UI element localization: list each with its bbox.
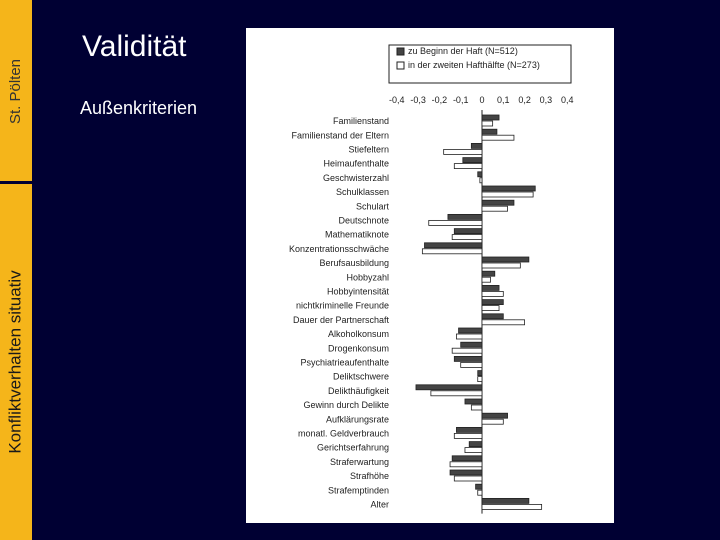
bar-series-2 xyxy=(482,419,503,424)
bar-series-1 xyxy=(482,257,529,262)
bar-series-1 xyxy=(482,115,499,120)
bar-series-2 xyxy=(482,306,499,311)
x-tick-label: -0,4 xyxy=(389,95,405,105)
chart-panel xyxy=(246,28,614,523)
category-label: Familienstand xyxy=(332,116,389,127)
category-label: Stiefeltern xyxy=(348,144,389,155)
bar-series-1 xyxy=(463,158,482,163)
bar-series-2 xyxy=(452,348,482,353)
bar-series-1 xyxy=(478,172,482,177)
category-label: Delikthäufigkeit xyxy=(327,385,389,396)
bar-series-2 xyxy=(482,121,493,126)
bar-series-2 xyxy=(429,220,482,225)
bar-series-1 xyxy=(416,385,482,390)
bar-series-1 xyxy=(448,214,482,219)
category-label: Strafemptinden xyxy=(327,485,389,496)
bar-series-2 xyxy=(478,377,482,382)
bar-series-1 xyxy=(469,442,482,447)
bar-series-1 xyxy=(482,413,508,418)
bar-series-1 xyxy=(471,143,482,148)
legend-swatch-1 xyxy=(397,48,404,55)
category-label: Mathematiknote xyxy=(324,229,389,240)
slide-subtitle: Außenkriterien xyxy=(80,98,198,118)
category-label: Deliktschwere xyxy=(332,371,389,382)
category-label: Hobbyintensität xyxy=(326,286,389,297)
category-label: Aufklärungsrate xyxy=(325,414,389,425)
category-label: Gewinn durch Delikte xyxy=(303,400,389,411)
bar-series-2 xyxy=(454,476,482,481)
x-tick-label: 0 xyxy=(479,95,485,105)
bar-series-2 xyxy=(482,320,525,325)
category-label: Alter xyxy=(370,499,389,510)
category-label: monatl. Geldverbrauch xyxy=(297,428,389,439)
bar-series-2 xyxy=(422,249,482,254)
bar-series-2 xyxy=(482,192,533,197)
bar-chart xyxy=(246,28,614,523)
legend-label-2: in der zweiten Hafthälfte (N=273) xyxy=(408,60,540,70)
bar-series-2 xyxy=(482,291,503,296)
x-tick-label: -0,3 xyxy=(410,95,426,105)
bar-series-2 xyxy=(482,277,491,282)
side-label-top xyxy=(0,0,32,182)
side-bar xyxy=(0,0,32,540)
bar-series-1 xyxy=(456,427,482,432)
slide-title: Validität xyxy=(82,30,187,63)
side-label-top-text: St. Pölten xyxy=(7,58,25,124)
bar-series-1 xyxy=(482,186,535,191)
bar-series-2 xyxy=(452,235,482,240)
bar-series-2 xyxy=(482,263,520,268)
bar-series-1 xyxy=(482,300,503,305)
category-label: Drogenkonsum xyxy=(327,343,389,354)
category-label: Berufsausbildung xyxy=(319,258,389,269)
category-label: Familienstand der Eltern xyxy=(291,130,389,141)
bar-series-1 xyxy=(482,271,495,276)
bar-series-1 xyxy=(482,129,497,134)
bar-series-1 xyxy=(482,285,499,290)
x-tick-label: 0,1 xyxy=(497,95,510,105)
category-label: Geschwisterzahl xyxy=(322,172,389,183)
bar-series-1 xyxy=(482,200,514,205)
bar-series-1 xyxy=(454,229,482,234)
category-label: Gerichtserfahrung xyxy=(316,442,389,453)
bar-series-1 xyxy=(461,342,482,347)
category-label: Psychiatrieaufenthalte xyxy=(300,357,389,368)
x-tick-label: -0,1 xyxy=(452,95,469,105)
bar-series-2 xyxy=(482,206,508,211)
bar-series-2 xyxy=(461,362,482,367)
bar-series-2 xyxy=(444,149,482,154)
x-tick-label: 0,4 xyxy=(560,95,574,105)
x-tick-label: 0,3 xyxy=(539,95,553,105)
category-label: Heimaufenthalte xyxy=(323,158,389,169)
bar-series-1 xyxy=(482,498,529,503)
bar-series-2 xyxy=(454,164,482,169)
bar-series-1 xyxy=(454,356,482,361)
category-label: Schulart xyxy=(355,201,389,212)
category-label: nichtkriminelle Freunde xyxy=(295,300,389,311)
legend-swatch-2 xyxy=(397,62,404,69)
bar-series-1 xyxy=(476,484,482,489)
x-tick-label: 0,2 xyxy=(518,95,531,105)
bar-series-1 xyxy=(450,470,482,475)
bar-series-2 xyxy=(465,448,482,453)
bar-series-1 xyxy=(482,314,503,319)
category-label: Schulklassen xyxy=(335,187,389,198)
bar-series-2 xyxy=(456,334,482,339)
category-label: Konzentrationsschwäche xyxy=(288,243,389,254)
bar-series-1 xyxy=(459,328,482,333)
category-label: Straferwartung xyxy=(329,456,389,467)
bar-series-2 xyxy=(431,391,482,396)
side-label-bottom xyxy=(0,184,32,540)
bar-series-2 xyxy=(480,178,482,183)
x-tick-label: -0,2 xyxy=(431,95,448,105)
bar-series-2 xyxy=(482,135,514,140)
category-label: Strafhöhe xyxy=(349,471,389,482)
bar-series-1 xyxy=(424,243,482,248)
bar-series-2 xyxy=(482,504,542,509)
bar-series-1 xyxy=(452,456,482,461)
bar-series-2 xyxy=(478,490,482,495)
category-label: Deutschnote xyxy=(338,215,389,226)
bar-series-1 xyxy=(465,399,482,404)
legend-label-1: zu Beginn der Haft (N=512) xyxy=(408,46,518,56)
bar-series-2 xyxy=(450,462,482,467)
bar-series-2 xyxy=(454,433,482,438)
category-label: Dauer der Partnerschaft xyxy=(292,314,389,325)
category-label: Hobbyzahl xyxy=(346,272,389,283)
bar-series-1 xyxy=(478,371,482,376)
bar-series-2 xyxy=(471,405,482,410)
side-label-bottom-text: Konfliktverhalten situativ xyxy=(6,270,26,454)
category-label: Alkoholkonsum xyxy=(327,329,389,340)
